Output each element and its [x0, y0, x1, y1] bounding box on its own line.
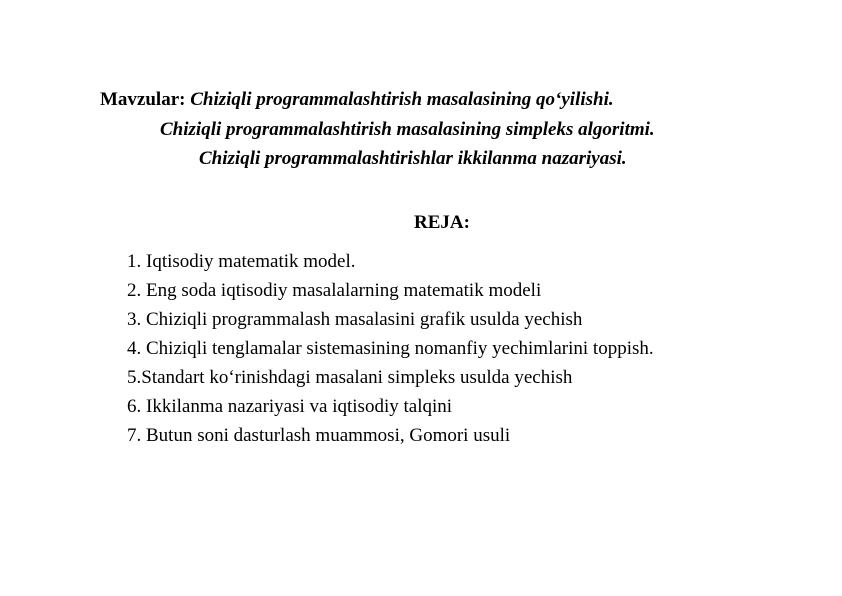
- topic-title-3: Chiziqli programmalashtirishlar ikkilanma nazariyasi.: [199, 148, 627, 169]
- plan-item-2: 2. Eng soda iqtisodiy masalalarning matematik modeli: [127, 280, 542, 301]
- plan-list: [127, 251, 654, 454]
- plan-item-3: 3. Chiziqli programmalash masalasini grafik usulda yechish: [127, 309, 583, 330]
- topic-title-1: Chiziqli programmalashtirish masalasining qo‘yilishi.: [190, 89, 614, 110]
- topic-title-2: Chiziqli programmalashtirish masalasining simpleks algoritmi.: [160, 119, 655, 140]
- topic-line-2: [160, 119, 655, 141]
- topic-line-1: [100, 89, 614, 111]
- plan-item-6: 6. Ikkilanma nazariyasi va iqtisodiy talqini: [127, 396, 453, 417]
- topic-line-3: [199, 148, 627, 170]
- plan-item-7: 7. Butun soni dasturlash muammosi, Gomori usuli: [127, 425, 511, 446]
- topics-label: Mavzular:: [100, 89, 186, 110]
- plan-item-5: 5.Standart ko‘rinishdagi masalani simpleks usulda yechish: [127, 367, 573, 388]
- plan-heading: REJA:: [414, 212, 470, 233]
- plan-item-4: 4. Chiziqli tenglamalar sistemasining nomanfiy yechimlarini toppish.: [127, 338, 654, 359]
- plan-item-1: 1. Iqtisodiy matematik model.: [127, 251, 356, 272]
